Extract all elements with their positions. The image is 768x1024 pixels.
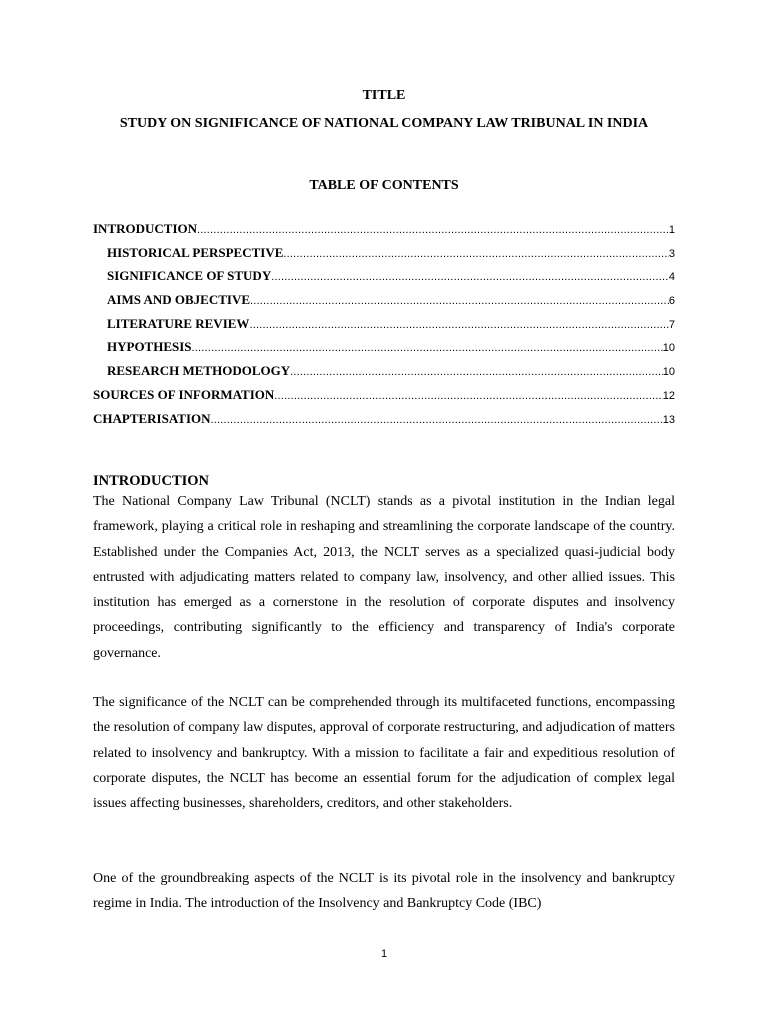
toc-heading: TABLE OF CONTENTS [309, 178, 459, 193]
page-number: 1 [380, 948, 388, 960]
body-paragraph: The significance of the NCLT can be comprehended through its multifaceted functions, encompassing the resolution of company law disputes, approval of corporate restructuring, and adjudication of matters related to insolvency and bankruptcy. With a mission to facilitate a fair and expeditious resolution of corporate disputes, the NCLT has become an essential forum for the adjudication of complex legal issues affecting businesses, shareholders, creditors, and other stakeholders. [93, 695, 675, 812]
toc-entry-label: AIMS AND OBJECTIVE [107, 292, 251, 308]
toc-entry-page: 10 [662, 342, 675, 355]
toc-entry-label: LITERATURE REVIEW [107, 315, 250, 331]
toc-entry-label: INTRODUCTION [93, 221, 198, 236]
toc-leader-dots [290, 366, 663, 378]
toc-entry[interactable] [93, 363, 675, 387]
toc-entry-page: 1 [668, 224, 675, 236]
toc-leader-dots [197, 224, 669, 236]
toc-entry[interactable] [93, 245, 675, 269]
toc-leader-dots [274, 390, 662, 402]
toc-entry-page: 4 [668, 271, 675, 284]
section-heading: INTRODUCTION [93, 473, 210, 489]
toc-entry[interactable] [93, 292, 675, 316]
toc-leader-dots [283, 248, 668, 260]
body-paragraph: One of the groundbreaking aspects of the NCLT is its pivotal role in the insolvency and bankruptcy regime in India. The introduction of the Insolvency and Bankruptcy Code (IBC) [93, 871, 675, 912]
toc-entry-label: HISTORICAL PERSPECTIVE [107, 244, 284, 260]
toc-leader-dots [211, 414, 663, 426]
toc-entry[interactable] [93, 221, 675, 245]
document-title: STUDY ON SIGNIFICANCE OF NATIONAL COMPANY LAW TRIBUNAL IN INDIA [119, 116, 649, 131]
toc-entry[interactable] [93, 268, 675, 292]
toc-entry-label: RESEARCH METHODOLOGY [107, 363, 291, 379]
table-of-contents [93, 221, 675, 434]
toc-entry-page: 13 [662, 413, 675, 426]
toc-entry[interactable] [93, 316, 675, 340]
toc-entry-page: 3 [668, 247, 675, 260]
toc-entry[interactable] [93, 387, 675, 411]
toc-leader-dots [250, 295, 669, 307]
toc-leader-dots [249, 319, 668, 331]
body-paragraph: The National Company Law Tribunal (NCLT) stands as a pivotal institution in the Indian legal framework, playing a critical role in reshaping and streamlining the corporate landscape of the country. Established under the Companies Act, 2013, the NCLT serves as a specialized quasi-judicial body entrusted with adjudicating matters related to company law, insolvency, and other allied issues. This institution has emerged as a cornerstone in the resolution of corporate disputes and insolvency proceedings, contributing significantly to the efficiency and transparency of India's corporate governance. [93, 494, 675, 661]
toc-entry-label: HYPOTHESIS [107, 339, 192, 355]
title-label: TITLE [362, 88, 406, 103]
toc-entry-page: 7 [668, 318, 675, 331]
toc-entry[interactable] [93, 339, 675, 363]
toc-entry-page: 6 [668, 295, 675, 308]
toc-entry[interactable] [93, 411, 675, 435]
toc-entry-label: SIGNIFICANCE OF STUDY [107, 268, 272, 284]
toc-entry-label: SOURCES OF INFORMATION [93, 386, 275, 402]
toc-leader-dots [271, 271, 669, 283]
toc-leader-dots [192, 342, 663, 354]
toc-entry-page: 12 [662, 389, 675, 402]
toc-entry-page: 10 [662, 366, 675, 379]
toc-entry-label: CHAPTERISATION [93, 410, 211, 426]
